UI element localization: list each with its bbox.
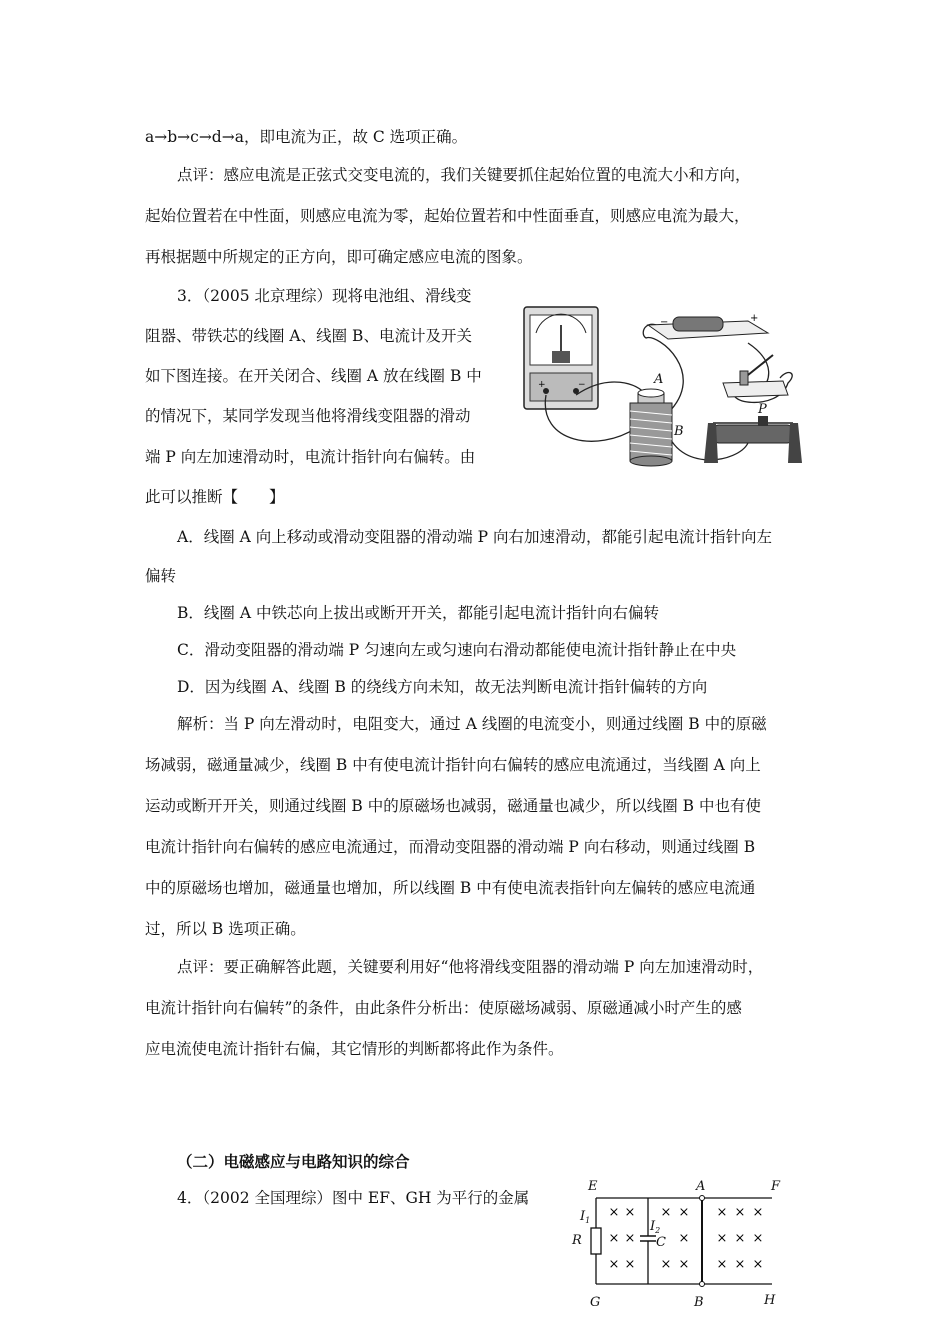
rail-circuit-figure (566, 1174, 788, 1314)
apparatus-figure (518, 303, 808, 485)
text-line-4: 再根据题中所规定的正方向，即可确定感应电流的图象。 (145, 248, 533, 266)
question-3-line-5: 端 P 向左加速滑动时，电流计指针向右偏转。由 (145, 448, 476, 466)
label-f: F (771, 1179, 781, 1194)
option-a-line-1: A．线圈 A 向上移动或滑动变阻器的滑动端 P 向右加速滑动，都能引起电流计指针向左 (177, 528, 773, 546)
label-i1: $I_1$ (580, 1209, 591, 1225)
field-cross: × (752, 1205, 764, 1220)
battery-pack (648, 313, 768, 339)
label-b: B (694, 1295, 704, 1310)
analysis-line-3: 运动或断开开关，则通过线圈 B 中的原磁场也减弱，磁通量也减少，所以线圈 B 中也有使 (145, 797, 761, 815)
magnetic-field (609, 1205, 764, 1272)
field-cross: × (624, 1231, 636, 1246)
option-a-line-2: 偏转 (145, 567, 177, 585)
field-cross: × (608, 1231, 620, 1246)
question-3-line-3: 如下图连接。在开关闭合、线圈 A 放在线圈 B 中 (145, 367, 482, 385)
galvanometer (524, 307, 598, 409)
field-cross: × (608, 1205, 620, 1220)
field-cross: × (752, 1257, 764, 1272)
field-cross: × (624, 1205, 636, 1220)
comment-line-1: 点评：要正确解答此题，关键要利用好“他将滑线变阻器的滑动端 P 向左加速滑动时， (177, 958, 764, 976)
meter-minus-label: − (578, 380, 586, 390)
analysis-line-5: 中的原磁场也增加，磁通量也增加，所以线圈 B 中有使电流表指针向左偏转的感应电流通 (145, 879, 756, 897)
section-heading: （二）电磁感应与电路知识的综合 (177, 1153, 410, 1171)
meter-plus-label: + (538, 380, 546, 390)
field-cross: × (734, 1205, 746, 1220)
slider-p-label: P (758, 402, 767, 417)
coil-b-label: B (674, 424, 684, 439)
option-d: D．因为线圈 A、线圈 B 的绕线方向未知，故无法判断电流计指针偏转的方向 (177, 678, 708, 696)
text-line-3: 起始位置若在中性面，则感应电流为零，起始位置若和中性面垂直，则感应电流为最大， (145, 207, 750, 225)
question-3-line-1: 3．（2005 北京理综）现将电池组、滑线变 (177, 287, 472, 305)
coil-a-b (630, 372, 684, 466)
label-g: G (590, 1295, 601, 1310)
label-e: E (588, 1179, 598, 1194)
switch (723, 355, 788, 397)
field-cross: × (734, 1231, 746, 1246)
field-cross: × (624, 1257, 636, 1272)
label-c: C (656, 1235, 666, 1250)
option-c: C．滑动变阻器的滑动端 P 匀速向左或匀速向右滑动都能使电流计指针静止在中央 (177, 641, 737, 659)
option-b: B．线圈 A 中铁芯向上拔出或断开开关，都能引起电流计指针向右偏转 (177, 604, 659, 622)
question-3-line-2: 阻器、带铁芯的线圈 A、线圈 B、电流计及开关 (145, 327, 472, 345)
field-cross: × (660, 1205, 672, 1220)
comment-line-2: 电流计指针向右偏转”的条件，由此条件分析出：使原磁场减弱、原磁通减小时产生的感 (145, 999, 742, 1017)
rod-minus-label: − (660, 317, 669, 328)
field-cross: × (660, 1257, 672, 1272)
question-3-line-4: 的情况下，某同学发现当他将滑线变阻器的滑动 (145, 407, 471, 425)
question-3-line-6: 此可以推断【 】 (145, 488, 285, 506)
field-cross: × (716, 1231, 728, 1246)
field-cross: × (608, 1257, 620, 1272)
field-cross: × (678, 1231, 690, 1246)
label-a: A (696, 1179, 706, 1194)
rheostat (704, 402, 802, 463)
text-line-1: a→b→c→d→a，即电流为正，故 C 选项正确。 (145, 128, 468, 146)
analysis-line-6: 过，所以 B 选项正确。 (145, 920, 306, 938)
field-cross: × (752, 1231, 764, 1246)
field-cross: × (678, 1257, 690, 1272)
coil-a-label: A (654, 372, 664, 387)
analysis-line-4: 电流计指针向右偏转的感应电流通过，而滑动变阻器的滑动端 P 向右移动，则通过线圈 B (145, 838, 756, 856)
analysis-line-1: 解析：当 P 向左滑动时，电阻变大，通过 A 线圈的电流变小，则通过线圈 B 中的原磁 (177, 715, 767, 733)
comment-line-3: 应电流使电流计指针右偏，其它情形的判断都将此作为条件。 (145, 1040, 564, 1058)
label-h: H (764, 1293, 776, 1308)
field-cross: × (678, 1205, 690, 1220)
text-line-2: 点评：感应电流是正弦式交变电流的，我们关键要抓住起始位置的电流大小和方向， (177, 166, 751, 184)
analysis-line-2: 场减弱，磁通量减少，线圈 B 中有使电流计指针向右偏转的感应电流通过，当线圈 A 向上 (145, 756, 761, 774)
resistor-r (591, 1228, 601, 1254)
field-cross: × (716, 1205, 728, 1220)
label-i2: $I_2$ (650, 1219, 661, 1235)
field-cross: × (716, 1257, 728, 1272)
rod-plus-label: + (750, 313, 759, 324)
question-4-line-1: 4．（2002 全国理综）图中 EF、GH 为平行的金属 (177, 1189, 530, 1207)
field-cross: × (734, 1257, 746, 1272)
label-r: R (572, 1233, 582, 1248)
